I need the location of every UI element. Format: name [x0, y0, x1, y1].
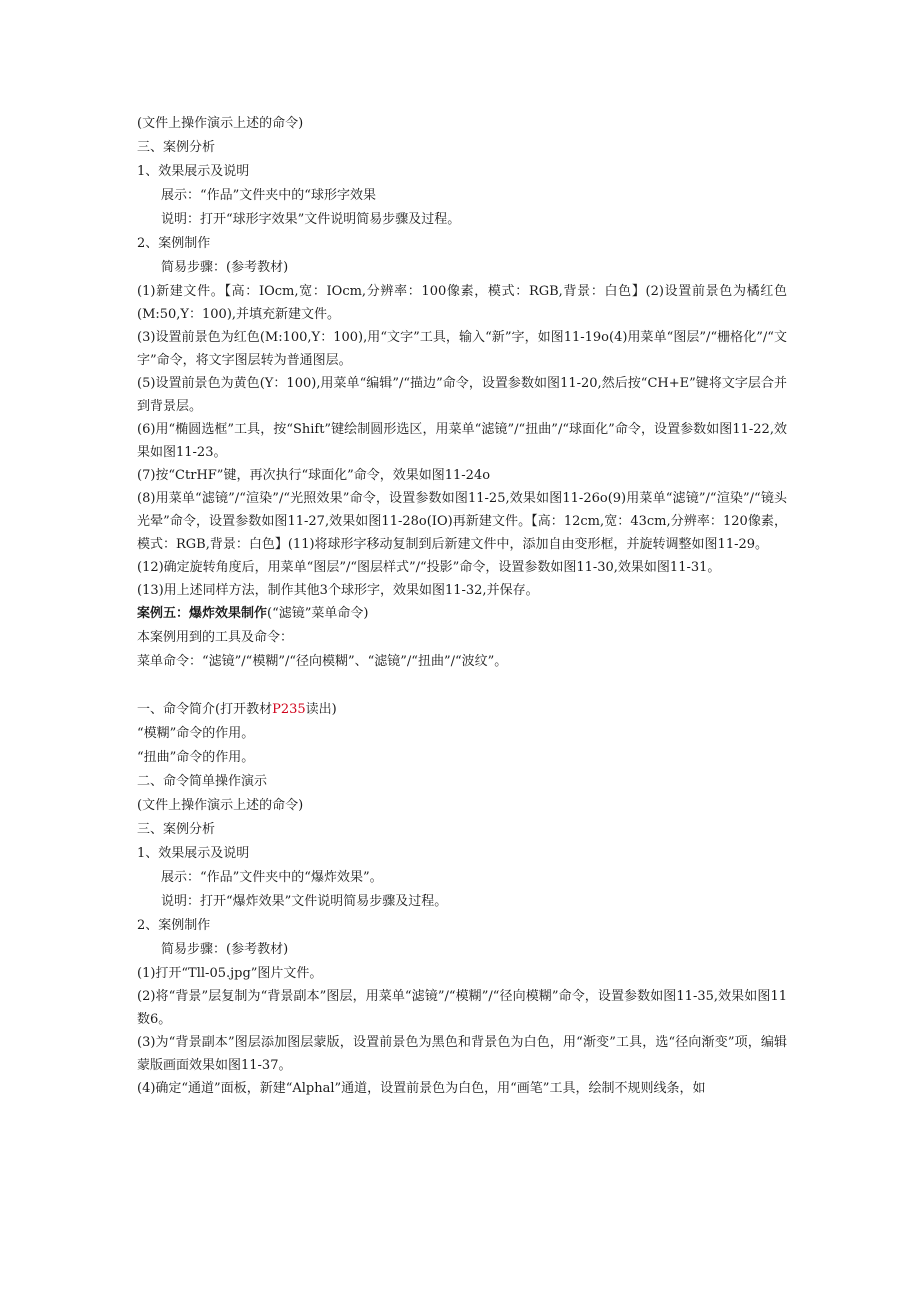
- step-paragraph: (1)新建文件。【高：IOcm,宽：IOcm,分辨率：100像素，模式：RGB,背景：白色】(2)设置前景色为橘红色(M:50,Y：100),并填充新建文件。: [137, 284, 787, 322]
- doc-line: 展示：“作品”文件夹中的“爆炸效果”。: [161, 870, 383, 885]
- step-paragraph: (7)按“CtrHF”键，再次执行“球面化”命令，效果如图11-24o: [137, 468, 491, 483]
- case-title: [137, 602, 787, 626]
- heading-text: 读出): [305, 702, 337, 717]
- subsection-heading: 1、效果展示及说明: [137, 164, 250, 179]
- step-paragraph: (6)用“椭圆选框”工具，按“Shift”键绘制圆形选区，用菜单“滤镜”/“扭曲”/“球面化”命令，设置参数如图11-22,效果如图11-23。: [137, 422, 787, 460]
- step-paragraph: (3)为“背景副本”图层添加图层蒙版，设置前景色为黑色和背景色为白色，用“渐变”工具，选“径向渐变”项，编辑蒙版画面效果如图11-37。: [137, 1035, 787, 1073]
- doc-line: 简易步骤：(参考教材): [161, 942, 289, 957]
- case-title-bold: 案例五：爆炸效果制作: [137, 606, 268, 621]
- step-paragraph: (5)设置前景色为黄色(Y：100),用菜单“编辑”/“描边”命令，设置参数如图11-20,然后按“CH+E”键将文字层合并到背景层。: [137, 376, 787, 414]
- doc-line: (文件上操作演示上述的命令): [137, 798, 304, 813]
- step-paragraph: (4)确定“通道”面板，新建“Alphal”通道，设置前景色为白色，用“画笔”工具，绘制不规则线条，如: [137, 1081, 706, 1096]
- subsection-heading: 2、案例制作: [137, 236, 211, 251]
- doc-line: 说明：打开“爆炸效果”文件说明简易步骤及过程。: [161, 894, 448, 909]
- step-paragraph: (8)用菜单“滤镜”/“渲染”/“光照效果”命令，设置参数如图11-25,效果如图11-26o(9)用菜单“滤镜”/“渲染”/“镜头光晕”命令，设置参数如图11-27,效果如图11-28o(IO)再新建文件。【高：12cm,宽：43cm,分辨率：120像素，模式：RGB,背景：白色】(11)将球形字移动复制到后新建文件中，添加自由变形框，并旋转调整如图11-29。: [137, 491, 787, 552]
- heading-text: 一、命令简介(打开教材: [137, 702, 273, 717]
- page-reference: P235: [272, 702, 306, 717]
- doc-line: 展示：“作品”文件夹中的“球形字效果: [161, 188, 376, 203]
- doc-line: 本案例用到的工具及命令：: [137, 630, 294, 645]
- blank-line: [137, 674, 787, 698]
- doc-line: (文件上操作演示上述的命令): [137, 116, 304, 131]
- section-heading: 三、案例分析: [137, 822, 216, 837]
- section-heading: 二、命令简单操作演示: [137, 774, 268, 789]
- step-paragraph: (1)打开“Tll-05.jpg”图片文件。: [137, 966, 323, 981]
- step-paragraph: (12)确定旋转角度后，用菜单“图层”/“图层样式”/“投影”命令，设置参数如图11-30,效果如图11-31。: [137, 560, 721, 575]
- case-title-rest: (“滤镜”菜单命令): [267, 606, 369, 621]
- step-paragraph: (13)用上述同样方法，制作其他3个球形字，效果如图11-32,并保存。: [137, 583, 539, 598]
- doc-line: 简易步骤：(参考教材): [161, 260, 289, 275]
- doc-line: “模糊”命令的作用。: [137, 726, 255, 741]
- document-page: [137, 112, 787, 1100]
- doc-line: 说明：打开“球形字效果”文件说明简易步骤及过程。: [161, 212, 461, 227]
- step-paragraph: (2)将“背景”层复制为“背景副本”图层，用菜单“滤镜”/“模糊”/“径向模糊”命令，设置参数如图11-35,效果如图11数6。: [137, 989, 787, 1027]
- step-paragraph: (3)设置前景色为红色(M:100,Y：100),用“文字”工具，输入“新”字，如图11-19o(4)用菜单“图层”/“栅格化”/“文字”命令，将文字图层转为普通图层。: [137, 330, 787, 368]
- subsection-heading: 2、案例制作: [137, 918, 211, 933]
- doc-line: “扭曲”命令的作用。: [137, 750, 255, 765]
- section-heading: 三、案例分析: [137, 140, 216, 155]
- subsection-heading: 1、效果展示及说明: [137, 846, 250, 861]
- doc-line: 菜单命令：“滤镜”/“模糊”/“径向模糊”、“滤镜”/“扭曲”/“波纹”。: [137, 654, 508, 669]
- section-heading: [137, 698, 787, 722]
